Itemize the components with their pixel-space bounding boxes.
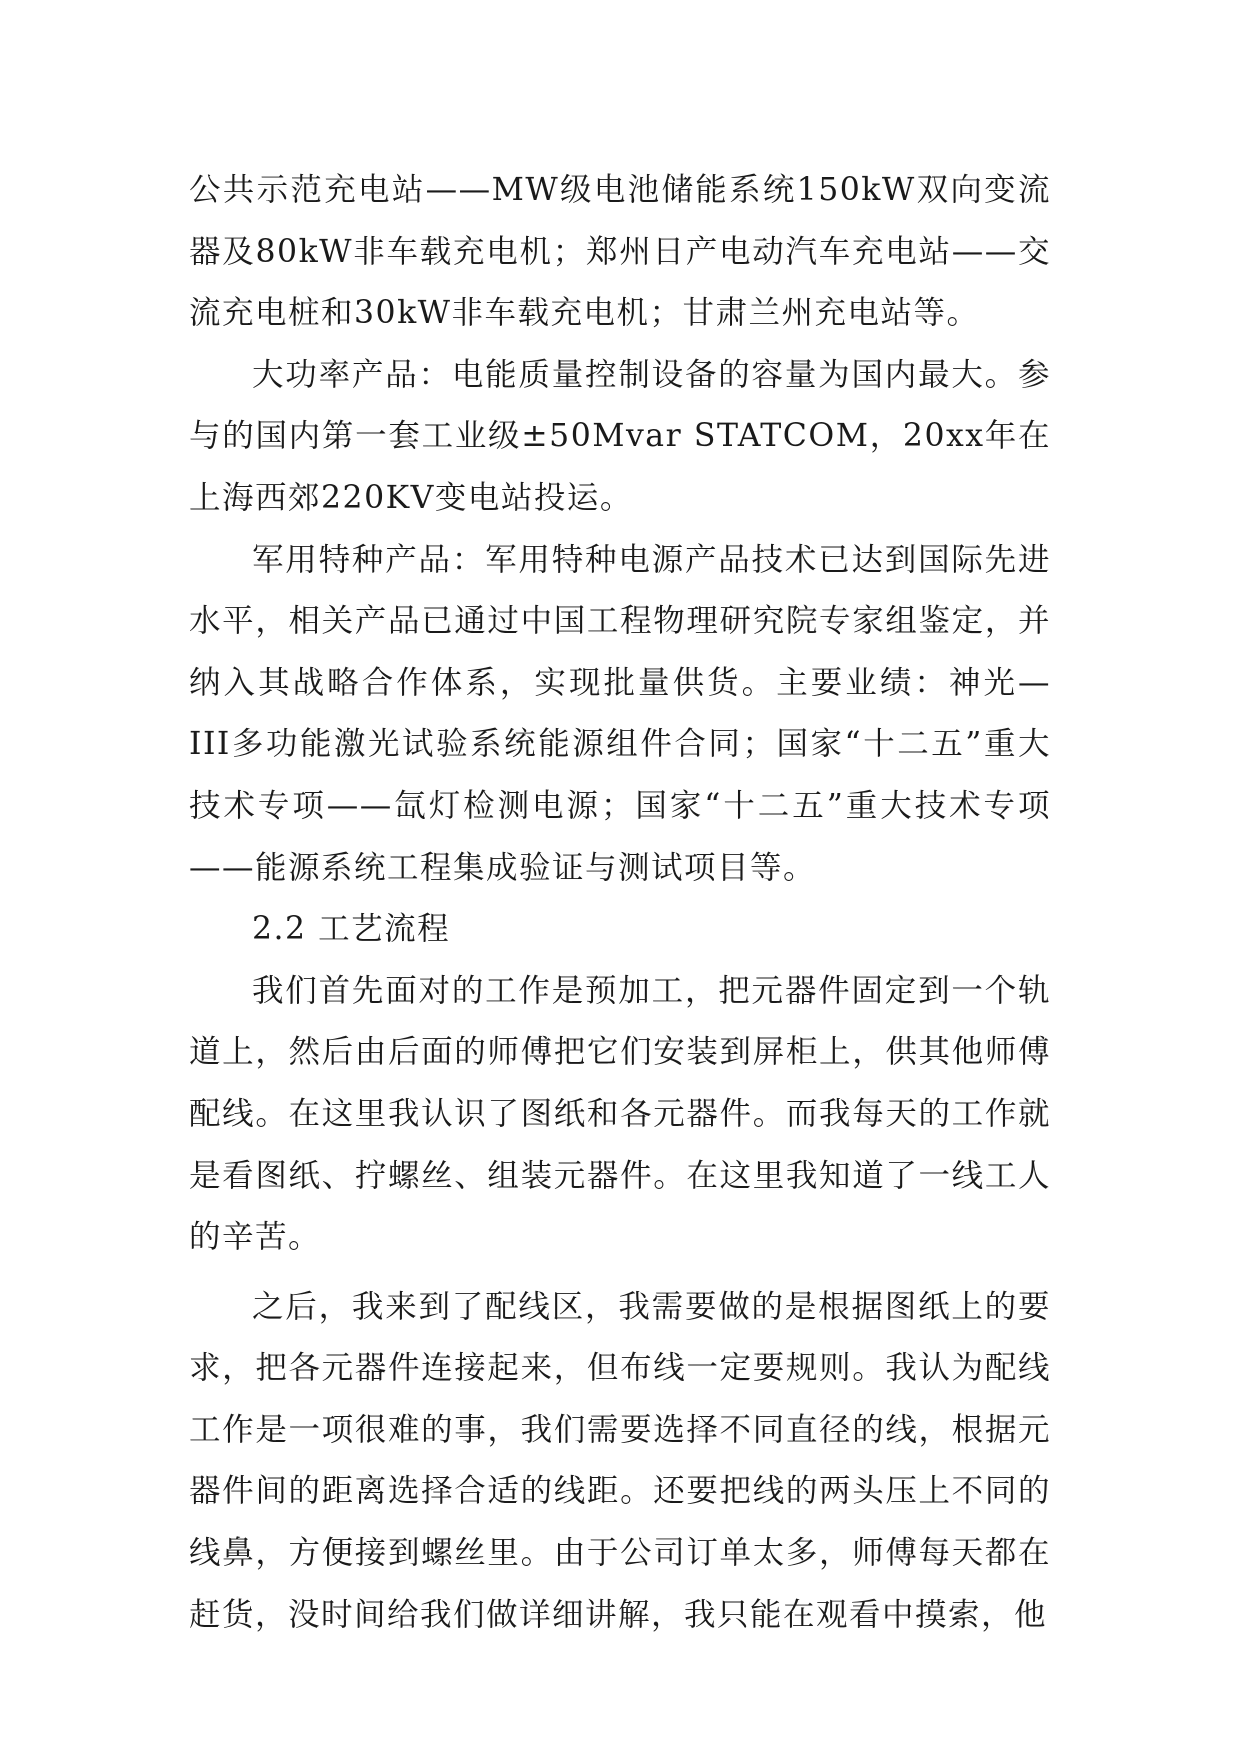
paragraph-preprocessing: 我们首先面对的工作是预加工，把元器件固定到一个轨道上，然后由后面的师傅把它们安装到屏柜上，供其他师傅配线。在这里我认识了图纸和各元器件。而我每天的工作就是看图纸、拧螺丝、组装元器件。在这里我知道了一线工人的辛苦。 bbox=[189, 972, 1051, 1256]
paragraph-high-power-products: 大功率产品：电能质量控制设备的容量为国内最大。参与的国内第一套工业级±50Mvar STATCOM，20xx年在上海西郊220KV变电站投运。 bbox=[189, 356, 1051, 516]
document-body bbox=[189, 160, 1051, 1646]
paragraph-charging-stations: 公共示范充电站——MW级电池储能系统150kW双向变流器及80kW非车载充电机；郑州日产电动汽车充电站——交流充电桩和30kW非车载充电机；甘肃兰州充电站等。 bbox=[189, 172, 1051, 332]
paragraph-wiring-area: 之后，我来到了配线区，我需要做的是根据图纸上的要求，把各元器件连接起来，但布线一定要规则。我认为配线工作是一项很难的事，我们需要选择不同直径的线，根据元器件间的距离选择合适的线距。还要把线的两头压上不同的线鼻，方便接到螺丝里。由于公司订单太多，师傅每天都在赶货，没时间给我们做详细讲解，我只能在观看中摸索，他 bbox=[189, 1288, 1051, 1633]
section-heading-process-flow: 2.2 工艺流程 bbox=[252, 911, 451, 948]
paragraph-military-products: 军用特种产品：军用特种电源产品技术已达到国际先进水平，相关产品已通过中国工程物理研究院专家组鉴定，并纳入其战略合作体系，实现批量供货。主要业绩：神光—III多功能激光试验系统能源组件合同；国家“十二五”重大技术专项——氙灯检测电源；国家“十二五”重大技术专项——能源系统工程集成验证与测试项目等。 bbox=[189, 541, 1051, 886]
